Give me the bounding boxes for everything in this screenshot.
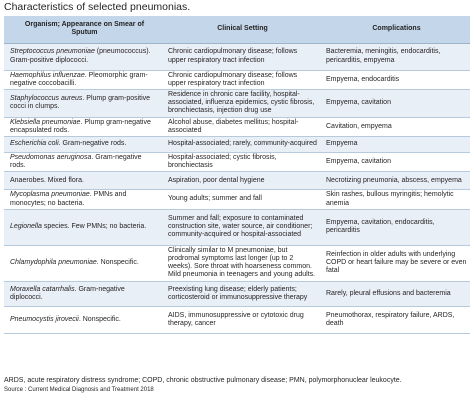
footnote: ARDS, acute respiratory distress syndrome; COPD, chronic obstructive pulmonary disease; PMN, polymorphonuclear leukocyte. (4, 377, 402, 384)
table-row (4, 70, 470, 89)
organism-description: . Nonspecific. (96, 259, 139, 267)
organism-name: Pneumocystis jirovecii (10, 315, 79, 323)
organism-cell (4, 306, 162, 333)
complications-cell: Empyema, cavitation, endocarditis, pericarditis (320, 209, 470, 245)
clinical-setting-cell: Summer and fall; exposure to contaminated construction site, water source, air conditioner; community-acquired or hospital-associated (162, 209, 320, 245)
organism-cell (4, 152, 162, 171)
organism-cell (4, 136, 162, 152)
organism-name: Streptococcus pneumoniae (10, 48, 95, 56)
organism-cell (4, 43, 162, 70)
organism-description: . PMNs and monocytes; no bacteria. (10, 191, 127, 207)
complications-cell: Empyema, cavitation (320, 152, 470, 171)
organism-description: Anaerobes. Mixed flora. (10, 176, 84, 184)
complications-cell: Skin rashes, bullous myringitis; hemolytic anemia (320, 190, 470, 209)
clinical-setting-cell: Residence in chronic care facility, hospital-associated, influenza epidemics, cystic fibrosis, bronchiectasis, injection drug use (162, 89, 320, 117)
organism-name: Moraxella catarrhalis (10, 285, 75, 293)
table-body (4, 43, 470, 333)
table-caption: Characteristics of selected pneumonias. (4, 1, 191, 13)
complications-cell: Cavitation, empyema (320, 117, 470, 136)
organism-description: . Plump gram-positive cocci in clumps. (10, 95, 151, 111)
table-row (4, 306, 470, 333)
organism-cell (4, 172, 162, 190)
clinical-setting-cell: AIDS, immunosuppressive or cytotoxic drug therapy, cancer (162, 306, 320, 333)
clinical-setting-cell: Chronic cardiopulmonary disease; follows upper respiratory tract infection (162, 43, 320, 70)
clinical-setting-cell: Clinically similar to M pneumoniae, but prodromal symptoms last longer (up to 2 weeks). Sore throat with hoarseness common. Mild pneumonia in teenagers and young adults. (162, 245, 320, 281)
table-row (4, 89, 470, 117)
complications-cell: Rarely, pleural effusions and bacteremia (320, 281, 470, 306)
organism-description: . Gram-negative diplococci. (10, 285, 125, 301)
table-row (4, 190, 470, 209)
complications-cell: Necrotizing pneumonia, abscess, empyema (320, 172, 470, 190)
organism-cell (4, 70, 162, 89)
complications-cell: Pneumothorax, respiratory failure, ARDS, death (320, 306, 470, 333)
organism-cell (4, 209, 162, 245)
organism-name: Klebsiella pneumoniae (10, 118, 81, 126)
source-note: Source : Current Medical Diagnosis and Treatment 2018 (4, 387, 154, 393)
organism-description: (pneumococcus). Gram-positive diplococci. (10, 48, 151, 64)
organism-name: Chlamydophila pneumoniae (10, 259, 97, 267)
organism-name: Haemophilus influenzae (10, 71, 85, 79)
organism-description: . Gram-negative rods. (58, 140, 127, 148)
organism-description: . Pleomorphic gram-negative coccobacilli. (10, 71, 148, 87)
organism-name: Legionella (10, 223, 42, 231)
table-row (4, 43, 470, 70)
complications-cell: Reinfection in older adults with underlying COPD or heart failure may be severe or even fatal (320, 245, 470, 281)
table-row (4, 117, 470, 136)
table-row (4, 245, 470, 281)
organism-name: Pseudomonas aeruginosa (10, 153, 92, 161)
organism-description: . Gram-negative rods. (10, 153, 142, 170)
organism-description: . Plump gram-negative encapsulated rods. (10, 118, 151, 134)
organism-cell (4, 190, 162, 209)
clinical-setting-cell: Hospital-associated; cystic fibrosis, bronchiectasis (162, 152, 320, 171)
organism-cell (4, 245, 162, 281)
clinical-setting-cell: Preexisting lung disease; elderly patients; corticosteroid or immunosuppressive therapy (162, 281, 320, 306)
organism-cell (4, 89, 162, 117)
complications-cell: Empyema, endocarditis (320, 70, 470, 89)
clinical-setting-cell: Aspiration, poor dental hygiene (162, 172, 320, 190)
complications-cell: Empyema (320, 136, 470, 152)
complications-cell: Bacteremia, meningitis, endocarditis, pericarditis, empyema (320, 43, 470, 70)
organism-name: Escherichia coli (10, 140, 59, 148)
organism-name: Mycoplasma pneumoniae (10, 191, 90, 199)
clinical-setting-cell: Chronic cardiopulmonary disease; follows upper respiratory tract infection (162, 70, 320, 89)
table-row (4, 209, 470, 245)
clinical-setting-cell: Young adults; summer and fall (162, 190, 320, 209)
organism-cell (4, 117, 162, 136)
table-row (4, 152, 470, 171)
organism-cell (4, 281, 162, 306)
table-row (4, 136, 470, 152)
organism-name: Staphylococcus aureus (10, 95, 83, 102)
pneumonia-table (4, 16, 470, 334)
header-organism-line2: Sputum (71, 29, 98, 37)
header-organism-line1: Organism; Appearance on Smear of (24, 21, 145, 29)
table-header-row (4, 16, 470, 43)
header-clinical-setting: Clinical Setting (162, 16, 320, 43)
table-row (4, 281, 470, 306)
clinical-setting-cell: Alcohol abuse, diabetes mellitus; hospital-associated (162, 117, 320, 136)
organism-description: . Nonspecific. (78, 315, 121, 323)
header-organism (4, 16, 162, 43)
organism-description: species. Few PMNs; no bacteria. (41, 223, 147, 231)
clinical-setting-cell: Hospital-associated; rarely, community-acquired (162, 136, 320, 152)
complications-cell: Empyema, cavitation (320, 89, 470, 117)
header-complications: Complications (320, 16, 470, 43)
table-row (4, 172, 470, 190)
